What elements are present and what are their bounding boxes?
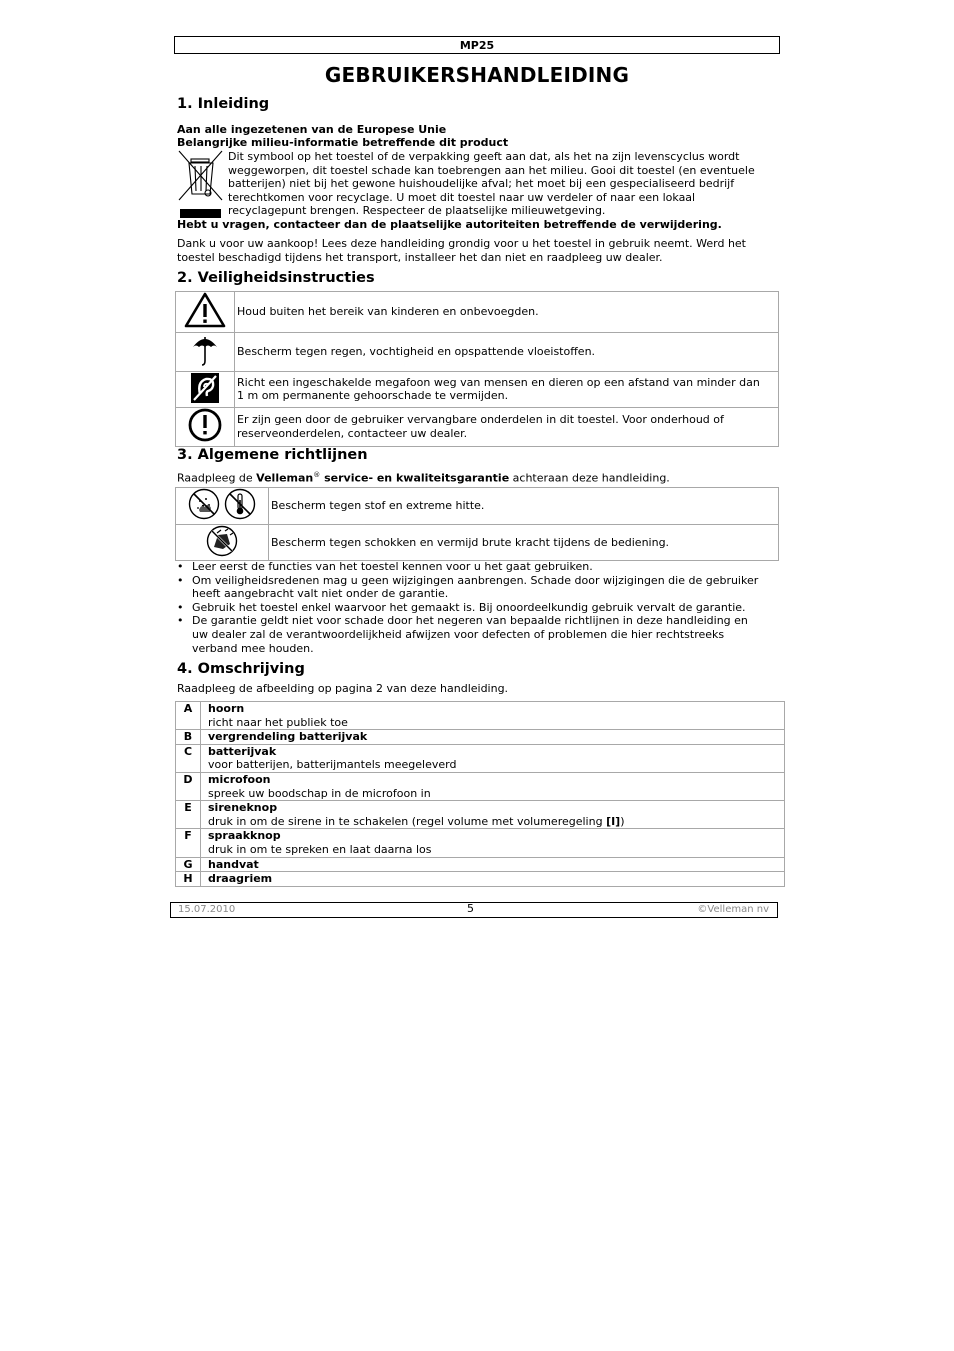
section-1-heading: 1. Inleiding — [177, 96, 270, 112]
table-row — [176, 801, 785, 829]
list-line: uw dealer zal de verantwoordelijkheid afwijzen voor defecten of problemen die hier rechtstreeks — [192, 627, 725, 641]
part-letter: C — [176, 744, 201, 772]
part-desc: richt naar het publiek toe — [208, 715, 348, 729]
part-name: hoorn — [208, 702, 245, 715]
table-row — [176, 292, 779, 333]
safety-text: Er zijn geen door de gebruiker vervangbare onderdelen in dit toestel. Voor onderhoud of — [237, 413, 724, 427]
list-line: • Om veiligheidsredenen mag u geen wijzigingen aanbrengen. Schade door wijzigingen die de gebruiker — [192, 573, 759, 587]
part-name: batterijvak — [208, 744, 277, 758]
ref-suffix: achteraan deze handleiding. — [509, 471, 670, 485]
part-letter: F — [176, 829, 201, 857]
hearing-damage-icon — [190, 372, 220, 404]
table-row — [176, 829, 785, 857]
safety-table — [175, 291, 779, 447]
part-desc: druk in om te spreken en laat daarna los — [208, 842, 432, 856]
footer — [170, 902, 778, 918]
list-item — [177, 574, 777, 601]
list-item — [177, 601, 777, 615]
section-2-heading: 2. Veiligheidsinstructies — [177, 270, 375, 286]
questions-line: Hebt u vragen, contacteer dan de plaatselijke autoriteiten betreffende de verwijdering. — [177, 218, 722, 231]
list-item — [177, 560, 777, 574]
part-letter: D — [176, 772, 201, 800]
thanks-text — [177, 237, 746, 264]
table-row — [176, 408, 779, 447]
header-model: MP25 — [174, 36, 780, 54]
weee-line: Dit symbool op het toestel of de verpakking geeft aan dat, als het na zijn levenscyclus wordt — [228, 150, 740, 163]
section-3-heading: 3. Algemene richtlijnen — [177, 447, 368, 463]
part-name: spraakknop — [208, 829, 281, 843]
section-4-heading: 4. Omschrijving — [177, 661, 305, 677]
safety-text: Bescherm tegen regen, vochtigheid en opspattende vloeistoffen. — [237, 344, 596, 358]
part-letter: E — [176, 801, 201, 829]
ref-registered: ® — [313, 471, 321, 479]
eu-line-1: Aan alle ingezetenen van de Europese Unie — [177, 123, 447, 136]
no-shock-icon — [205, 525, 239, 557]
part-letter: H — [176, 872, 201, 887]
eu-line-2: Belangrijke milieu-informatie betreffende dit product — [177, 136, 509, 149]
part-desc-bold: [I] — [606, 814, 621, 828]
weee-line: batterijen) niet bij het gewone huishoudelijke afval; het moet bij een gespecialiseerd bedrijf — [228, 177, 735, 191]
list-item — [177, 614, 777, 655]
list-line: • De garantie geldt niet voor schade door het negeren van bepaalde richtlijnen in deze handleiding en — [192, 614, 748, 628]
table-row — [176, 332, 779, 371]
list-line: verband mee houden. — [192, 641, 314, 655]
safety-text: Houd buiten het bereik van kinderen en onbevoegden. — [237, 305, 539, 318]
footer-copyright: ©Velleman nv — [697, 904, 769, 915]
part-letter: A — [176, 702, 201, 730]
footer-date: 15.07.2010 — [178, 904, 236, 915]
list-line: heeft aangebracht valt niet onder de garantie. — [192, 587, 449, 601]
part-name: vergrendeling batterijvak — [208, 730, 368, 744]
part-desc: spreek uw boodschap in de microfoon in — [208, 786, 431, 800]
no-dust-icon — [188, 488, 220, 520]
exclamation-circle-icon — [187, 408, 223, 442]
weee-line: terechtkomen voor recyclage. U moet dit toestel naar uw verdeler of naar een lokaal — [228, 190, 696, 204]
page-title: GEBRUIKERSHANDLEIDING — [324, 63, 630, 87]
list-line: • Gebruik het toestel enkel waarvoor het gemaakt is. Bij onoordeelkundig gebruik vervalt de garantie. — [192, 600, 746, 614]
no-heat-icon — [224, 488, 256, 520]
part-desc: voor batterijen, batterijmantels meegeleverd — [208, 758, 457, 772]
umbrella-icon — [190, 333, 220, 367]
general-text: Bescherm tegen stof en extreme hitte. — [271, 499, 485, 512]
part-name: sireneknop — [208, 801, 278, 815]
table-row — [176, 857, 785, 872]
ref-bold: service- en kwaliteitsgarantie — [320, 471, 510, 485]
safety-text: 1 m om permanente gehoorschade te vermijden. — [237, 389, 509, 403]
description-reference: Raadpleeg de afbeelding op pagina 2 van deze handleiding. — [177, 682, 509, 695]
weee-line: recyclagepunt brengen. Respecteer de plaatselijke milieuwetgeving. — [228, 204, 606, 218]
part-name: microfoon — [208, 772, 271, 786]
warning-triangle-icon — [184, 292, 226, 328]
table-row — [176, 371, 779, 408]
table-row — [176, 772, 785, 800]
part-name: handvat — [208, 857, 259, 871]
part-letter: B — [176, 730, 201, 745]
weee-line: weggeworpen, dit toestel schade kan toebrengen aan het milieu. Gooi dit toestel (en eventuele — [228, 163, 755, 177]
weee-text — [228, 150, 755, 218]
footer-page-number: 5 — [467, 902, 474, 915]
part-desc-end: ) — [620, 814, 625, 828]
table-row — [176, 744, 785, 772]
safety-text: reserveonderdelen, contacteer uw dealer. — [237, 426, 468, 440]
guideline-list — [177, 560, 777, 655]
ref-brand: Velleman — [256, 471, 314, 485]
part-desc — [208, 815, 784, 829]
general-text: Bescherm tegen schokken en vermijd brute kracht tijdens de bediening. — [271, 535, 670, 549]
ref-prefix: Raadpleeg de — [177, 471, 257, 485]
guarantee-reference — [177, 469, 670, 485]
thanks-line: Dank u voor uw aankoop! Lees deze handleiding grondig voor u het toestel in gebruik neemt. Werd het — [177, 237, 746, 250]
list-line: • Leer eerst de functies van het toestel kennen voor u het gaat gebruiken. — [192, 560, 593, 573]
table-row — [176, 730, 785, 745]
parts-table — [175, 701, 785, 887]
safety-text: Richt een ingeschakelde megafoon weg van mensen en dieren op een afstand van minder dan — [237, 375, 760, 389]
table-row — [176, 524, 779, 561]
general-table — [175, 487, 779, 561]
table-row — [176, 702, 785, 730]
table-row — [176, 872, 785, 887]
part-letter: G — [176, 857, 201, 872]
weee-bin-icon — [178, 150, 224, 220]
part-desc-text: druk in om de sirene in te schakelen (regel volume met volumeregeling — [208, 814, 607, 828]
table-row — [176, 488, 779, 525]
part-name: draagriem — [208, 872, 273, 886]
thanks-line: toestel beschadigd tijdens het transport, installeer het dan niet en raadpleeg uw dealer. — [177, 250, 663, 264]
